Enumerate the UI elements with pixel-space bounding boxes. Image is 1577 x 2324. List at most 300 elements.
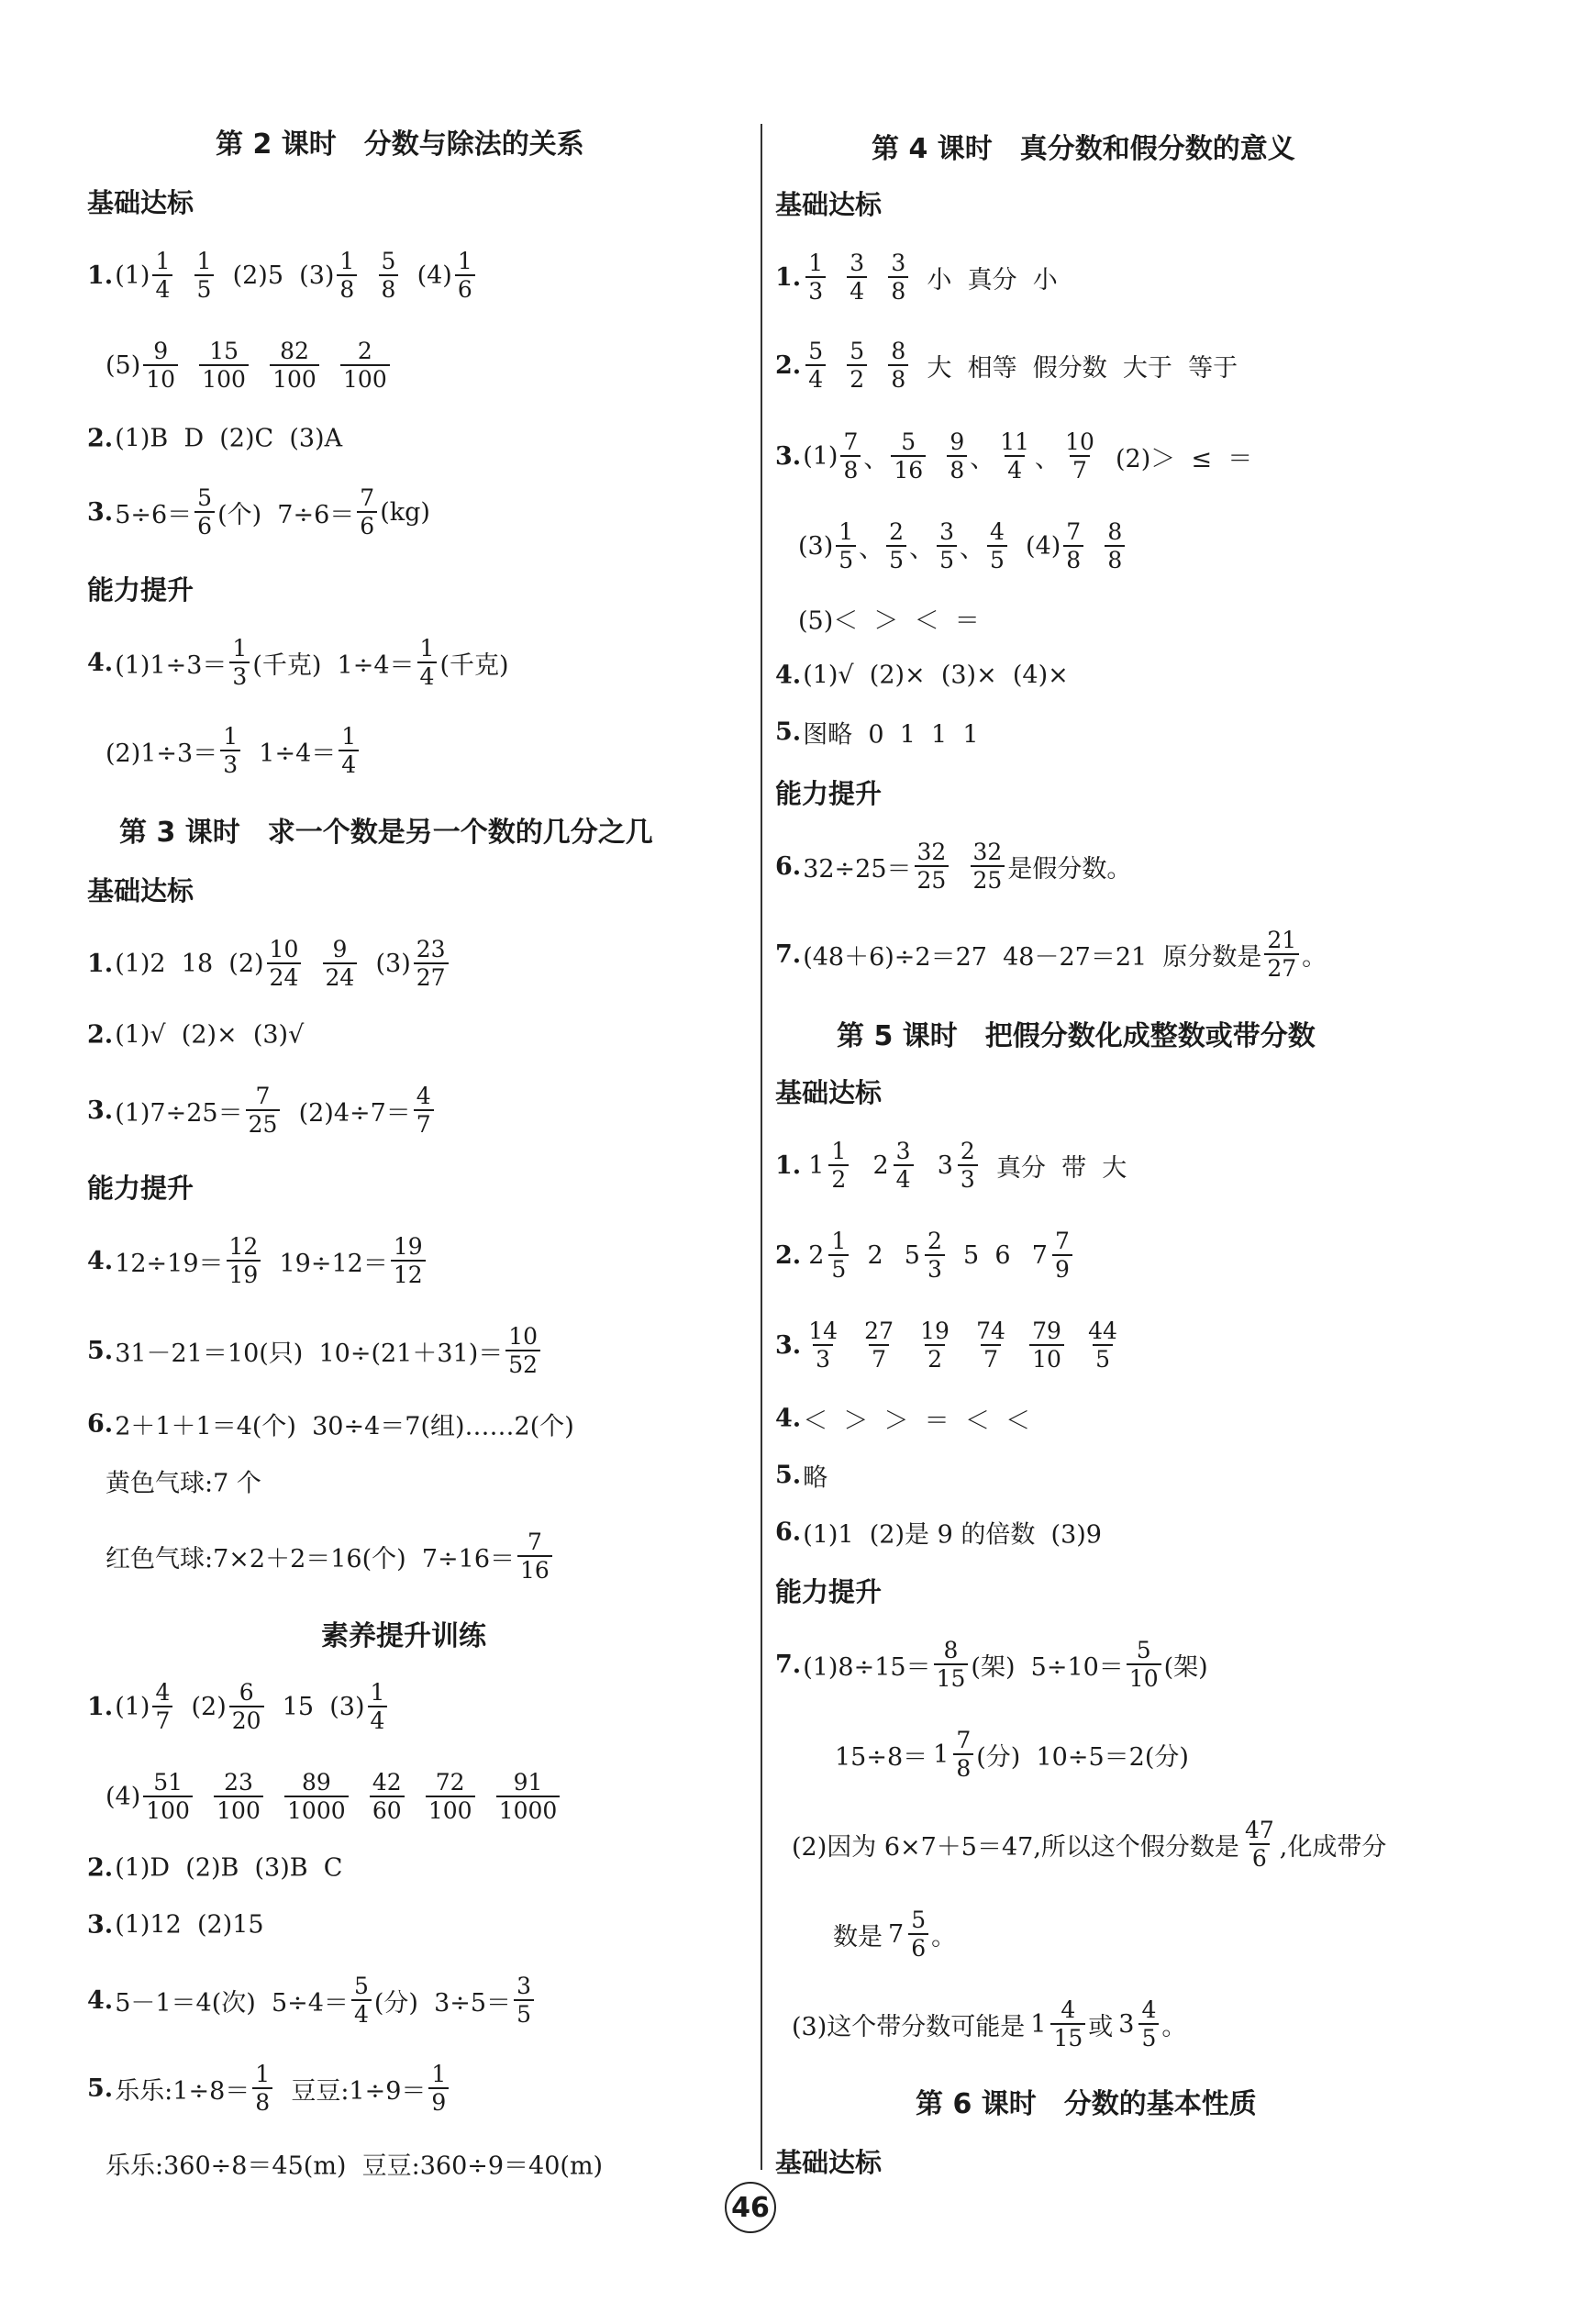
fraction (1085, 1318, 1120, 1372)
fraction (805, 339, 826, 392)
numerator: 19 (393, 1233, 423, 1260)
answer-text: (1) (115, 261, 150, 290)
denominator: 4 (805, 364, 826, 392)
numerator: 2 (357, 338, 372, 364)
numerator: 3 (895, 1138, 911, 1164)
numerator: 5 (911, 1907, 927, 1933)
section-title: 第 2 课时 分数与除法的关系 (216, 128, 584, 161)
denominator: 24 (267, 962, 302, 990)
numerator: 91 (513, 1769, 543, 1796)
answer-text: (1)8÷15＝ (803, 1652, 931, 1682)
fraction (997, 429, 1032, 483)
denominator: 6 (194, 511, 215, 539)
numerator: 1 (339, 248, 355, 274)
answer-line (87, 249, 478, 302)
fraction (351, 1974, 372, 2027)
fraction (1138, 1997, 1159, 2051)
denominator: 52 (505, 1350, 540, 1377)
answer-line (775, 250, 1058, 304)
answer-text: 图略 0 1 1 1 (803, 720, 979, 750)
numerator: 44 (1088, 1318, 1117, 1344)
answer-text: 32÷25＝ (803, 854, 912, 884)
fraction (925, 1229, 945, 1282)
fraction (934, 1638, 969, 1691)
numerator: 72 (435, 1769, 465, 1796)
numerator: 1 (831, 1228, 847, 1254)
answer-text: 乐乐:1÷8＝ (115, 2076, 250, 2106)
denominator: 8 (888, 364, 908, 392)
denominator: 100 (340, 364, 390, 392)
numerator: 3 (516, 1973, 531, 1999)
fraction (496, 1770, 561, 1823)
fraction (894, 1139, 914, 1192)
fraction (340, 339, 390, 392)
question-number: 5. (87, 2074, 114, 2103)
fraction (426, 1770, 475, 1823)
fraction (337, 249, 357, 302)
answer-text: (1) (115, 1692, 150, 1721)
question-number: 7. (775, 1650, 802, 1679)
answer-text: 15 (3) (266, 1692, 365, 1721)
denominator: 15 (1050, 2023, 1085, 2051)
answer-text (928, 442, 944, 471)
numerator: 51 (153, 1769, 183, 1796)
fraction (1063, 519, 1083, 573)
answer-text: 。 (1161, 2012, 1187, 2041)
mixed-number (938, 1139, 981, 1192)
answer-text: (架) (1163, 1652, 1208, 1682)
denominator: 2 (828, 1164, 849, 1192)
numerator: 7 (843, 428, 859, 455)
answer-line (792, 1997, 1186, 2051)
answer-text: (2)因为 6×7＋5＝47,所以这个假分数是 (792, 1832, 1239, 1862)
denominator: 100 (143, 1796, 193, 1823)
denominator: 4 (894, 1164, 914, 1192)
fraction (947, 429, 967, 483)
numerator: 2 (927, 1228, 942, 1254)
answer-text: 、 (863, 444, 889, 473)
answer-text: (1)7÷25＝ (115, 1098, 243, 1128)
numerator: 9 (153, 338, 169, 364)
answer-text: (分) 10÷5＝2(分) (976, 1742, 1189, 1772)
numerator: 4 (1141, 1996, 1157, 2023)
answer-text: (kg) (380, 497, 430, 527)
denominator: 9 (1052, 1254, 1072, 1282)
answer-text: (架) 5÷10＝ (971, 1652, 1124, 1682)
numerator: 9 (332, 936, 348, 962)
question-number: 1. (87, 1692, 114, 1721)
numerator: 1 (196, 248, 212, 274)
denominator: 25 (971, 865, 1005, 893)
answer-text: 31－21＝10(只) 10÷(21＋31)＝ (115, 1339, 504, 1368)
answer-line (106, 339, 393, 392)
whole-part: 3 (937, 1151, 953, 1180)
answer-line (775, 1458, 827, 1494)
fraction (971, 840, 1005, 893)
answer-text: ,化成带分 (1279, 1832, 1387, 1862)
answer-line (87, 1021, 304, 1050)
numerator: 1 (831, 1138, 847, 1164)
numerator: 2 (889, 518, 905, 545)
whole-part: 5 (904, 1240, 920, 1270)
numerator: 7 (255, 1083, 271, 1109)
numerator: 5 (808, 338, 824, 364)
fraction (143, 1770, 193, 1823)
answer-text (828, 351, 844, 380)
fraction (414, 1084, 434, 1137)
denominator: 5 (987, 545, 1007, 573)
mixed-number (933, 1728, 976, 1781)
answer-line (775, 1401, 1030, 1437)
numerator: 3 (939, 518, 954, 545)
denominator: 60 (370, 1796, 405, 1823)
fraction (828, 1229, 849, 1282)
fraction (229, 636, 250, 689)
mixed-number (808, 1229, 851, 1282)
answer-text: (4) (1009, 531, 1061, 561)
answer-line (775, 339, 1238, 392)
denominator: 4 (417, 662, 438, 689)
answer-line (775, 429, 1252, 483)
subsection-heading: 基础达标 (775, 189, 883, 220)
answer-text: (2)1÷3＝ (106, 739, 218, 768)
numerator: 1 (155, 248, 171, 274)
numerator: 23 (416, 936, 446, 962)
denominator: 19 (227, 1260, 261, 1287)
denominator: 8 (888, 276, 908, 304)
mixed-number (1032, 1229, 1075, 1282)
answer-text: 2 (851, 1240, 899, 1270)
whole-part: 1 (1030, 2009, 1047, 2039)
numerator: 1 (370, 1679, 385, 1706)
numerator: 4 (1061, 1996, 1076, 2023)
fraction (267, 937, 302, 990)
answer-text: ＜ ＞ ＞ ＝ ＜ ＜ (803, 1407, 1031, 1436)
denominator: 3 (925, 1254, 945, 1282)
fraction (888, 339, 908, 392)
denominator: 6 (1249, 1843, 1270, 1871)
numerator: 1 (223, 723, 239, 750)
answer-text: 、 (959, 534, 984, 563)
denominator: 7 (152, 1706, 172, 1733)
numerator: 32 (972, 839, 1003, 865)
answer-text: (1)12 (2)15 (115, 1910, 264, 1940)
answer-text (951, 852, 967, 881)
fraction (973, 1318, 1008, 1372)
whole-part: 2 (872, 1151, 889, 1180)
answer-text: (1)√ (2)× (3)√ (115, 1020, 305, 1050)
answer-text: (1)√ (2)× (3)× (4)× (803, 661, 1069, 690)
question-number: 2. (87, 1020, 114, 1050)
numerator: 42 (372, 1769, 402, 1796)
fraction (379, 249, 399, 302)
denominator: 27 (1264, 953, 1299, 981)
answer-text (870, 351, 885, 380)
denominator: 3 (220, 750, 240, 777)
fraction (391, 1234, 426, 1287)
denominator: 5 (937, 545, 957, 573)
fraction (1105, 519, 1125, 573)
fraction (861, 1318, 896, 1372)
page-number: 46 (725, 2182, 776, 2233)
denominator: 8 (947, 455, 967, 483)
fraction (323, 937, 358, 990)
denominator: 25 (246, 1109, 281, 1137)
answer-line (87, 1324, 543, 1377)
denominator: 5 (1138, 2023, 1159, 2051)
numerator: 4 (416, 1083, 431, 1109)
fraction (987, 519, 1007, 573)
numerator: 21 (1267, 927, 1297, 953)
answer-text (1067, 1331, 1083, 1360)
answer-text: 红色气球:7×2＋2＝16(个) 7÷16＝ (106, 1544, 516, 1573)
numerator: 1 (419, 635, 435, 662)
denominator: 8 (840, 455, 861, 483)
answer-text: 是假分数。 (1007, 854, 1132, 884)
denominator: 2 (847, 364, 867, 392)
fraction (517, 1529, 552, 1583)
numerator: 6 (239, 1679, 254, 1706)
fraction (805, 1318, 840, 1372)
answer-text: (1)B D (2)C (3)A (115, 424, 343, 453)
answer-line (87, 2062, 451, 2115)
fraction (514, 1974, 534, 2027)
answer-text (304, 950, 319, 978)
mixed-number (888, 1907, 931, 1961)
answer-text: 2＋1＋1＝4(个) 30÷4＝7(组)……2(个) (115, 1412, 574, 1441)
question-number: 4. (87, 1246, 114, 1275)
answer-text (843, 1331, 859, 1360)
answer-text: 略 (803, 1463, 828, 1493)
fraction (1127, 1638, 1161, 1691)
whole-part: 7 (888, 1919, 905, 1949)
denominator: 5 (514, 1999, 534, 2027)
answer-line (87, 1407, 574, 1442)
answer-text: (1)1÷3＝ (115, 650, 228, 680)
numerator: 82 (280, 338, 309, 364)
question-number: 5. (775, 1461, 802, 1490)
denominator: 1000 (496, 1796, 561, 1823)
denominator: 16 (517, 1555, 552, 1583)
answer-text: (千克) (439, 650, 509, 680)
denominator: 5 (886, 545, 906, 573)
fraction (847, 339, 867, 392)
mixed-number (1030, 1997, 1088, 2051)
whole-part: 3 (1118, 2009, 1135, 2039)
answer-line (775, 1638, 1208, 1691)
answer-line (775, 840, 1131, 893)
question-number: 1. (87, 949, 114, 978)
answer-line (775, 1515, 1102, 1551)
fraction (152, 249, 172, 302)
denominator: 4 (351, 1999, 372, 2027)
numerator: 10 (1065, 428, 1094, 455)
answer-text (266, 1783, 282, 1811)
denominator: 6 (357, 511, 377, 539)
answer-text (916, 1151, 932, 1180)
denominator: 7 (981, 1344, 1001, 1372)
answer-text: (1)2 18 (2) (115, 949, 264, 978)
denominator: 4 (847, 276, 867, 304)
question-number: 6. (87, 1409, 114, 1439)
denominator: 15 (934, 1663, 969, 1691)
numerator: 12 (228, 1233, 259, 1260)
fraction (252, 2062, 272, 2115)
fraction (143, 339, 178, 392)
answer-text: 。 (1302, 942, 1327, 972)
denominator: 3 (229, 662, 250, 689)
answer-text: (2)4÷7＝ (283, 1098, 411, 1128)
answer-text (851, 1151, 867, 1180)
numerator: 5 (197, 484, 213, 511)
numerator: 11 (1000, 428, 1030, 455)
fraction (937, 519, 957, 573)
answer-line (775, 715, 979, 751)
denominator: 7 (869, 1344, 889, 1372)
numerator: 7 (956, 1727, 972, 1753)
fraction (886, 519, 906, 573)
denominator: 100 (214, 1796, 263, 1823)
answer-text (828, 263, 844, 292)
numerator: 5 (901, 428, 916, 455)
numerator: 4 (989, 518, 1005, 545)
fraction (1062, 429, 1097, 483)
denominator: 24 (323, 962, 358, 990)
answer-text: 5 6 (947, 1240, 1027, 1270)
numerator: 1 (232, 635, 248, 662)
numerator: 79 (1032, 1318, 1061, 1344)
answer-line (792, 1818, 1386, 1871)
numerator: 47 (1244, 1817, 1274, 1843)
answer-text (1086, 532, 1102, 561)
denominator: 7 (1070, 455, 1090, 483)
fraction (805, 250, 826, 304)
numerator: 5 (1136, 1637, 1151, 1663)
section-title: 第 3 课时 求一个数是另一个数的几分之几 (119, 817, 653, 849)
denominator: 5 (1093, 1344, 1113, 1372)
mixed-number (808, 1139, 851, 1192)
answer-line (106, 1770, 562, 1823)
fraction (152, 1680, 172, 1733)
answer-text: (4) (401, 261, 452, 290)
answer-text: (2) (175, 1692, 227, 1721)
denominator: 4 (152, 274, 172, 302)
fraction (428, 2062, 449, 2115)
fraction (370, 1770, 405, 1823)
denominator: 5 (194, 274, 215, 302)
fraction (847, 250, 867, 304)
question-number: 1. (87, 261, 114, 290)
fraction (414, 937, 449, 990)
numerator: 23 (224, 1769, 253, 1796)
fraction (357, 485, 377, 539)
answer-text: 真分 带 大 (980, 1153, 1127, 1183)
answer-text: 黄色气球:7 个 (106, 1469, 261, 1498)
numerator: 5 (353, 1973, 369, 1999)
fraction (915, 840, 950, 893)
numerator: 74 (976, 1318, 1005, 1344)
numerator: 1 (255, 2061, 271, 2087)
answer-text: 15÷8＝ (835, 1742, 928, 1772)
answer-text: (48＋6)÷2＝27 48－27＝21 原分数是 (803, 942, 1262, 972)
answer-text: 、 (909, 534, 935, 563)
denominator: 8 (337, 274, 357, 302)
denominator: 10 (1029, 1344, 1064, 1372)
question-number: 6. (775, 851, 802, 881)
mixed-number (1118, 1997, 1161, 2051)
question-number: 2. (87, 1853, 114, 1883)
subsection-heading: 基础达标 (775, 2147, 883, 2178)
answer-text (181, 351, 196, 380)
answer-text: 5－1＝4(次) 5÷4＝ (115, 1988, 349, 2018)
answer-text (175, 261, 191, 290)
fraction (455, 249, 475, 302)
answer-line (798, 519, 1127, 573)
numerator: 3 (891, 250, 906, 276)
fraction (284, 1770, 349, 1823)
subsection-heading: 能力提升 (775, 1576, 883, 1607)
answer-line (87, 1084, 437, 1137)
denominator: 3 (958, 1164, 978, 1192)
subsection-heading: 基础达标 (87, 875, 194, 906)
question-number: 1. (775, 262, 802, 292)
fraction (917, 1318, 952, 1372)
section-title: 第 5 课时 把假分数化成整数或带分数 (837, 1020, 1316, 1052)
numerator: 8 (943, 1637, 959, 1663)
denominator: 16 (891, 455, 926, 483)
answer-text (870, 263, 885, 292)
answer-line (87, 937, 451, 990)
fraction (1264, 928, 1299, 981)
answer-text (478, 1783, 494, 1811)
question-number: 5. (87, 1336, 114, 1365)
answer-line (775, 662, 1069, 690)
numerator: 5 (381, 248, 396, 274)
answer-text: 豆豆:1÷9＝ (275, 2076, 427, 2106)
denominator: 8 (379, 274, 399, 302)
fraction (199, 339, 249, 392)
fraction (958, 1139, 978, 1192)
fraction (194, 485, 215, 539)
numerator: 19 (920, 1318, 950, 1344)
fraction (229, 1680, 264, 1733)
numerator: 15 (209, 338, 239, 364)
numerator: 7 (527, 1529, 542, 1555)
mixed-number (905, 1229, 948, 1282)
numerator: 27 (864, 1318, 894, 1344)
numerator: 14 (808, 1318, 838, 1344)
denominator: 8 (252, 2087, 272, 2115)
numerator: 2 (960, 1138, 975, 1164)
fraction (828, 1139, 849, 1192)
numerator: 1 (341, 723, 357, 750)
denominator: 5 (828, 1254, 849, 1282)
fraction (214, 1770, 263, 1823)
question-number: 4. (775, 661, 802, 690)
denominator: 100 (426, 1796, 475, 1823)
answer-text (360, 261, 375, 290)
question-number: 3. (775, 1330, 802, 1360)
answer-text (899, 1331, 915, 1360)
fraction (1029, 1318, 1064, 1372)
answer-line (106, 724, 361, 777)
denominator: 10 (143, 364, 178, 392)
answer-text: 、 (1035, 444, 1061, 473)
answer-text: (1) (803, 441, 838, 471)
numerator: 7 (1066, 518, 1082, 545)
answer-line (775, 928, 1327, 981)
fraction (368, 1680, 388, 1733)
